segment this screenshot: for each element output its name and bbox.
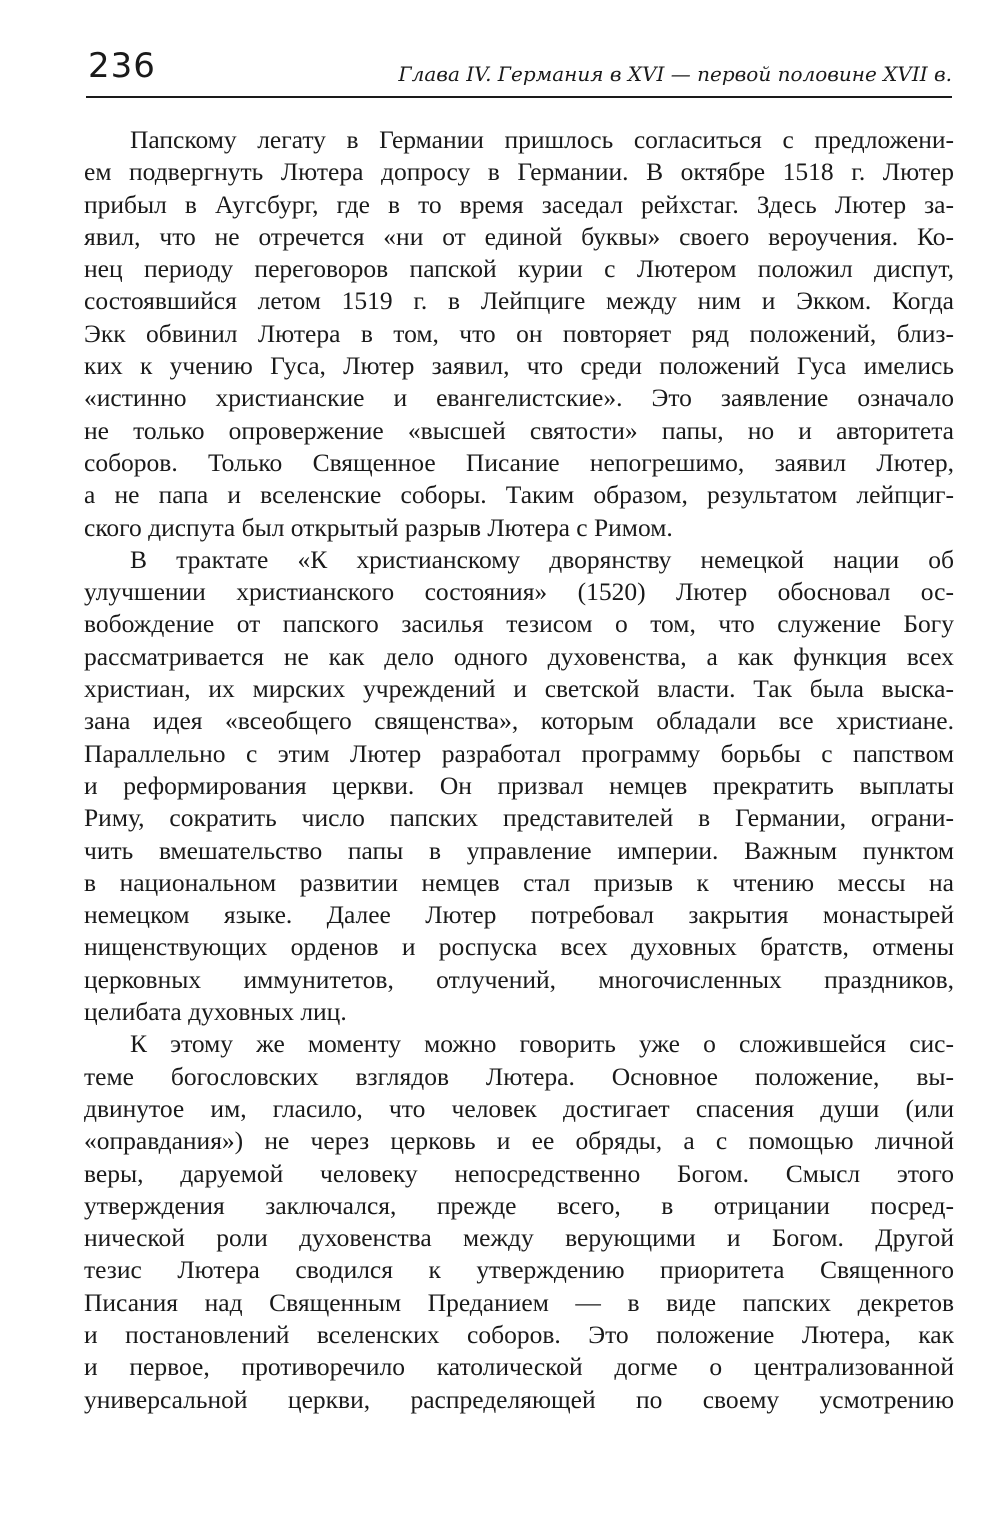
page-number: 236 — [88, 46, 156, 86]
text-line: В трактате «К христианскому дворянству немецкой нации об — [130, 544, 954, 574]
text-line: явил, что не отречется «ни от единой буквы» своего вероучения. Ко- — [84, 221, 954, 251]
text-line: вобождение от папского засилья тезисом о том, что служение Богу — [84, 609, 954, 639]
text-line: рассматривается не как дело одного духовенства, а как функция всех — [84, 641, 954, 671]
text-line: Параллельно с этим Лютер разработал программу борьбы с папством — [84, 738, 954, 768]
text-line: соборов. Только Священное Писание непогрешимо, заявил Лютер, — [84, 447, 954, 477]
text-line: Экк обвинил Лютера в том, что он повторяет ряд положений, близ- — [84, 318, 954, 348]
text-line: а не папа и вселенские соборы. Таким образом, результатом лейпциг- — [84, 480, 954, 510]
page-header — [86, 44, 952, 98]
text-line: чить вмешательство папы в управление империи. Важным пунктом — [84, 835, 954, 865]
text-line: нец периоду переговоров папской курии с Лютером положил диспут, — [84, 254, 954, 284]
text-line: теме богословских взглядов Лютера. Основное положение, вы- — [84, 1061, 954, 1091]
text-line: церковных иммунитетов, отлучений, многочисленных праздников, — [84, 964, 954, 994]
text-line: ского диспута был открытый разрыв Лютера с Римом. — [84, 512, 673, 542]
text-line: прибыл в Аугсбург, где в то время заседал рейхстаг. Здесь Лютер за- — [84, 189, 954, 219]
text-line: улучшении христианского состояния» (1520) Лютер обосновал ос- — [84, 577, 954, 607]
body-text — [84, 124, 954, 1416]
text-line: не только опровержение «высшей святости» папы, но и авторитета — [84, 415, 954, 445]
text-line: христиан, их мирских учреждений и светской власти. Так была выска- — [84, 674, 954, 704]
text-line: нической роли духовенства между верующими и Богом. Другой — [84, 1223, 954, 1253]
text-line: Писания над Священным Преданием — в виде папских декретов — [84, 1287, 954, 1317]
text-line: в национальном развитии немцев стал призыв к чтению мессы на — [84, 867, 954, 897]
text-line: К этому же моменту можно говорить уже о сложившейся сис- — [130, 1029, 954, 1059]
text-line: веры, даруемой человеку непосредственно Богом. Смысл этого — [84, 1158, 954, 1188]
text-line: целибата духовных лиц. — [84, 997, 347, 1027]
text-line: и реформирования церкви. Он призвал немцев прекратить выплаты — [84, 770, 954, 800]
text-line: двинутое им, гласило, что человек достигает спасения души (или — [84, 1093, 954, 1123]
text-line: состоявшийся летом 1519 г. в Лейпциге между ним и Экком. Когда — [84, 286, 954, 316]
text-line: зана идея «всеобщего священства», которым обладали все христиане. — [84, 706, 954, 736]
text-line: ких к учению Гуса, Лютер заявил, что среди положений Гуса имелись — [84, 351, 954, 381]
text-line: Риму, сократить число папских представителей в Германии, ограни- — [84, 803, 954, 833]
text-line: утверждения заключался, прежде всего, в отрицании посред- — [84, 1190, 954, 1220]
text-line: «оправдания») не через церковь и ее обряды, а с помощью личной — [84, 1126, 954, 1156]
text-line: ем подвергнуть Лютера допросу в Германии. В октябре 1518 г. Лютер — [84, 157, 954, 187]
running-head: Глава IV. Германия в XVI — первой половине XVII в. — [398, 62, 952, 86]
text-line: универсальной церкви, распределяющей по своему усмотрению — [84, 1384, 954, 1414]
text-line: немецком языке. Далее Лютер потребовал закрытия монастырей — [84, 900, 954, 930]
text-line: и первое, противоречило католической догме о централизованной — [84, 1352, 954, 1382]
text-line: Папскому легату в Германии пришлось согласиться с предложени- — [130, 125, 954, 154]
text-line: «истинно христианские и евангелистские». Это заявление означало — [84, 383, 954, 413]
text-line: тезис Лютера сводился к утверждению приоритета Священного — [84, 1255, 954, 1285]
text-line: и постановлений вселенских соборов. Это положение Лютера, как — [84, 1319, 954, 1349]
text-line: нищенствующих орденов и роспуска всех духовных братств, отмены — [84, 932, 954, 962]
